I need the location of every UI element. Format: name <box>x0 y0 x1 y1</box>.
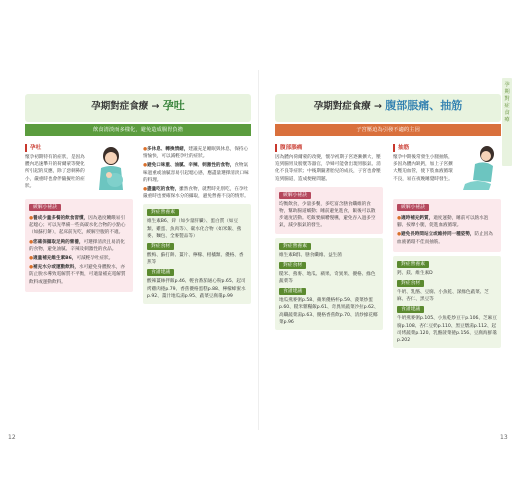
left-tips-box <box>25 199 133 292</box>
left-foods-head: 對症食材 <box>147 243 174 250</box>
left-nutrients-head: 對症營養素 <box>147 209 179 216</box>
right-b-tips-box <box>393 199 501 252</box>
left-intro-text: 懷孕初期特有的症狀，是因為體內迅速攀升的荷爾蒙等變化所引起的反應，除了惡刺鼻的小，嚴重時也會伴隨擬吐的症狀。 <box>25 155 85 189</box>
right-a-tips-text: 均衡飲食，少量多餐，多吃富含膳食纖維的食物，幫助腸道蠕動；睡前避免進食，飯後可以散步適度活動。吃飯要細嚼慢嚥，避免吞入過多空氣，減少脹氣的發生。 <box>279 201 376 229</box>
left-tip-item: ●多休息、轉換情緒，建議充足睡眠與休息，保持心情愉快，可以減輕孕吐的症狀。 <box>143 147 249 160</box>
right-a-recipes-text: 地瓜燕麥粥p.58、蘋果優格杯p.59、菠菜炒蛋p.60、糙米雜糧飯p.61、奇異果蔬菜沙拉p.62、高纖蔬菜湯p.63、優格香蕉飲p.70、清炒綠花椰菜p.96 <box>279 298 379 325</box>
left-column-a <box>25 144 133 292</box>
section-label-cramps: 抽筋 <box>393 144 409 152</box>
right-b-tip-item: ●適時補充鈣質，適度運動，睡前可以熱水泡腳、按摩小腿，促進血液循環。 <box>397 216 489 229</box>
chapter-side-tab: 孕 期 對 症 食 療 <box>502 78 512 166</box>
right-b-recipes-head: 食譜建議 <box>397 306 424 313</box>
left-tip-item: ●您確保攝取足夠的營養，可選擇清淡且易消化的食物，避免油膩、辛辣及刺激性的食品。 <box>29 239 125 252</box>
left-title-box <box>25 94 251 122</box>
bullet-icon: ● <box>397 216 402 221</box>
left-page-title <box>25 100 251 113</box>
section-label-morning-sickness: 孕吐 <box>25 144 41 152</box>
right-a-tips-box <box>275 187 383 234</box>
right-subtitle: 子宮壓迫為引發不適的主因 <box>275 124 501 136</box>
woman-with-leg-cramp-illustration-icon <box>457 144 501 192</box>
left-tip-item: ●盡量吃的食物，雖然食物，就暫時先別吃，在孕吐嚴重時也要確保水分的攝取，避免營養不良的情形。 <box>143 187 249 200</box>
right-b-nutrients-head: 對症營養素 <box>397 261 429 268</box>
right-a-foods-text: 糙米、燕麥、地瓜、蘋果、奇異果、優格、綠色蔬菜等 <box>279 271 376 285</box>
left-title-accent: 孕吐 <box>162 99 185 112</box>
page-number-left: 12 <box>8 434 16 441</box>
left-foods-text: 酸梅、蘇打餅、薑片、檸檬、柑橘類、優格、香蕉等 <box>147 253 244 266</box>
bullet-icon: ● <box>397 232 402 238</box>
bullet-icon: ● <box>143 163 148 169</box>
left-recipes-text: 酸辣薑絲拌飯p.46、輕食番茄通心粉p.65、起司烤雞肉捲p.79、香蕉優格蛋糕p.88、檸檬蜂蜜水p.92、薑汁地瓜湯p.95、蔬菜豆腐羹p.99 <box>147 279 246 299</box>
right-b-tips-head: 緩解小祕訣 <box>397 204 429 211</box>
left-tips-head: 緩解小祕訣 <box>29 204 61 211</box>
right-column-a <box>275 144 383 330</box>
right-title-box <box>275 94 501 122</box>
right-column-b <box>393 144 501 348</box>
bullet-icon: ● <box>29 265 34 271</box>
right-b-nutrients-text: 鈣、鎂、維生素D <box>397 270 433 276</box>
right-a-nutrients-box <box>275 238 383 330</box>
right-a-intro-text: 因為體內荷爾蒙的改變，懷孕初期子宮逐漸擴大，壓迫到腸胃及膀胱等器官，孕婦可能會出現胃脹氣、消化不良等症狀；中後期隨著胎兒的成長，子宮也會壓迫到腸道，造成便秘問題。 <box>275 155 381 182</box>
left-page <box>25 72 251 427</box>
right-a-nutrients-head: 對症營養素 <box>279 243 311 250</box>
right-b-recipes-text: 牛奶燕麥粥p.105、小魚乾炒豆干p.106、芝麻豆腐p.108、杏仁豆奶p.110、黑豆燉湯p.112、起司烤蔬菜p.120、乳酪菠菜捲p.156、豆腐海鮮羹p.202 <box>397 316 497 344</box>
left-tip-item: ●適量補充維生素B6，可減輕孕吐症狀。 <box>29 256 114 262</box>
bullet-icon: ● <box>29 239 34 245</box>
left-nutrients-text: 維生素B6、鋅（如少量肝臟）、蛋白質（如豆類、雞蛋、魚肉等）、碳水化合物（如米飯、燕麥、麵包、全麥製品等） <box>147 219 242 239</box>
right-page <box>275 72 501 427</box>
left-recipes-head: 食譜建議 <box>147 269 174 276</box>
bullet-icon: ● <box>143 187 148 193</box>
left-subtitle: 飲食清淡而多樣化，避免造成腸胃負擔 <box>25 124 251 136</box>
left-nutrients-box <box>143 204 251 304</box>
page-number-right: 13 <box>500 434 508 441</box>
right-b-foods-text: 牛奶、乳酪、豆腐、小魚乾、深綠色蔬菜、芝麻、杏仁、黑豆等 <box>397 290 489 303</box>
left-tip-item: ●避免口味重、油膩、辛辣、刺激性的食物，食物氣味過重或油膩容易引起噁心感，應盡量選擇清淡口味的料理。 <box>143 163 249 183</box>
right-title-main: 孕期對症食療 <box>313 101 371 112</box>
right-a-foods-head: 對症食材 <box>279 262 306 269</box>
right-b-intro-text: 懷孕中期後常發生小腿抽筋，多因為體內缺鈣，加上子宮擴大壓迫血管，使下肢血液循環不良，易在夜晚睡覺時發生。 <box>393 155 453 182</box>
right-title-arrow: → <box>374 101 382 112</box>
bullet-icon: ● <box>29 256 34 262</box>
right-title-accent: 腹部脹痛、抽筋 <box>385 99 463 112</box>
left-title-main: 孕期對症食療 <box>91 101 149 112</box>
bullet-icon: ● <box>29 216 34 221</box>
left-tip-item: ●養成少量多餐的飲食習慣，因為過度饑餓易引起噁心；可以先準備一些高碳水化合物的小點心（如蘇打餅），起床前先吃，緩解空腹的不適。 <box>29 216 126 236</box>
left-title-arrow: → <box>151 101 160 112</box>
right-a-recipes-head: 食譜建議 <box>279 288 306 295</box>
right-page-title <box>275 100 501 113</box>
pregnant-woman-illustration-icon <box>89 144 133 192</box>
right-b-foods-head: 對症食材 <box>397 280 424 287</box>
section-label-abdominal-pain: 腹部脹痛 <box>275 144 302 152</box>
right-b-tip-item: ●避免長時間站立或維持同一種姿勢，防止因為血液循環不佳而抽筋。 <box>397 232 493 245</box>
left-column-b <box>143 144 251 304</box>
left-tip-item: ●補充水分或運動飲料，水可避免身體脫水，亦防止脫水導致電解質不平衡，可適量補充電解質飲料或運動飲料。 <box>29 265 126 285</box>
book-gutter <box>258 70 259 430</box>
bullet-icon: ● <box>143 147 148 152</box>
right-b-nutrients-box <box>393 256 501 348</box>
right-a-tips-head: 緩解小祕訣 <box>279 192 311 199</box>
right-a-nutrients-text: 維生素B群、膳食纖維、益生菌 <box>279 252 342 258</box>
